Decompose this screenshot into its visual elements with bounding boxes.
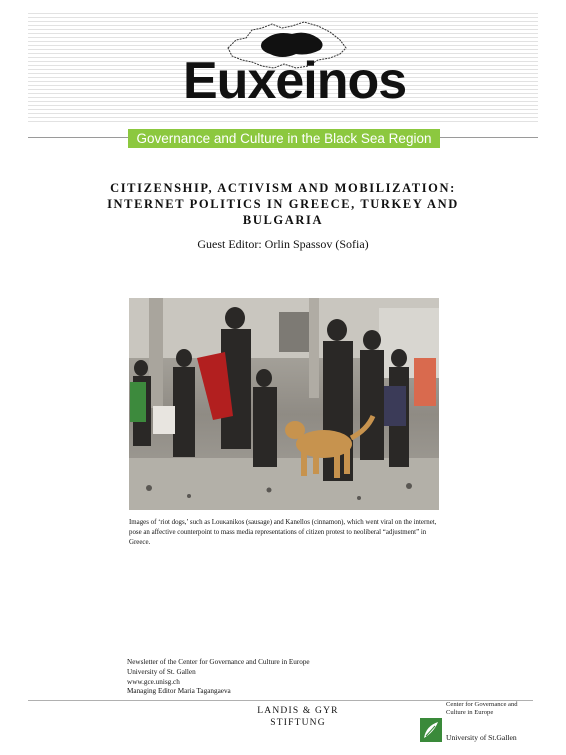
protest-photo xyxy=(129,298,439,510)
website-link[interactable]: www.gce.unisg.ch xyxy=(127,677,180,686)
center-label xyxy=(446,701,536,717)
center-label-line-2: Culture in Europe xyxy=(446,709,494,716)
landis-gyr-name: LANDIS & GYR xyxy=(257,706,339,716)
issue-title-line-3: BULGARIA xyxy=(242,213,324,227)
newsletter-line: Newsletter of the Center for Governance and Culture in Europe xyxy=(127,658,310,666)
managing-editor: Managing Editor Maria Tagangaeva xyxy=(127,687,231,696)
euxeinos-logo: Euxeinos xyxy=(183,52,407,110)
center-label-line-1: Center for Governance and xyxy=(446,701,518,708)
landis-gyr-stiftung: STIFTUNG xyxy=(270,718,326,728)
issue-title xyxy=(70,180,496,228)
issue-title-line-1: CITIZENSHIP, ACTIVISM AND MOBILIZATION: xyxy=(110,181,456,195)
landis-gyr-logo xyxy=(238,705,358,729)
photo-caption: Images of ‘riot dogs,’ such as Louκanikos (sausage) and Kanellos (cinnamon), which went viral on the internet, pose an affective counterpoint to mass media representations of citizen protest to neoliberal “adjustment” in Greece. xyxy=(129,519,437,546)
hsg-leaf-icon xyxy=(420,718,442,742)
issue-title-line-2: INTERNET POLITICS IN GREECE, TURKEY AND xyxy=(107,197,459,211)
newsletter-info xyxy=(127,658,427,697)
subtitle-banner: Governance and Culture in the Black Sea Region xyxy=(128,129,440,148)
university-logo-text: University of St.Gallen xyxy=(446,733,517,742)
university-line: University of St. Gallen xyxy=(127,667,196,676)
guest-editor: Guest Editor: Orlin Spassov (Sofia) xyxy=(197,237,369,251)
